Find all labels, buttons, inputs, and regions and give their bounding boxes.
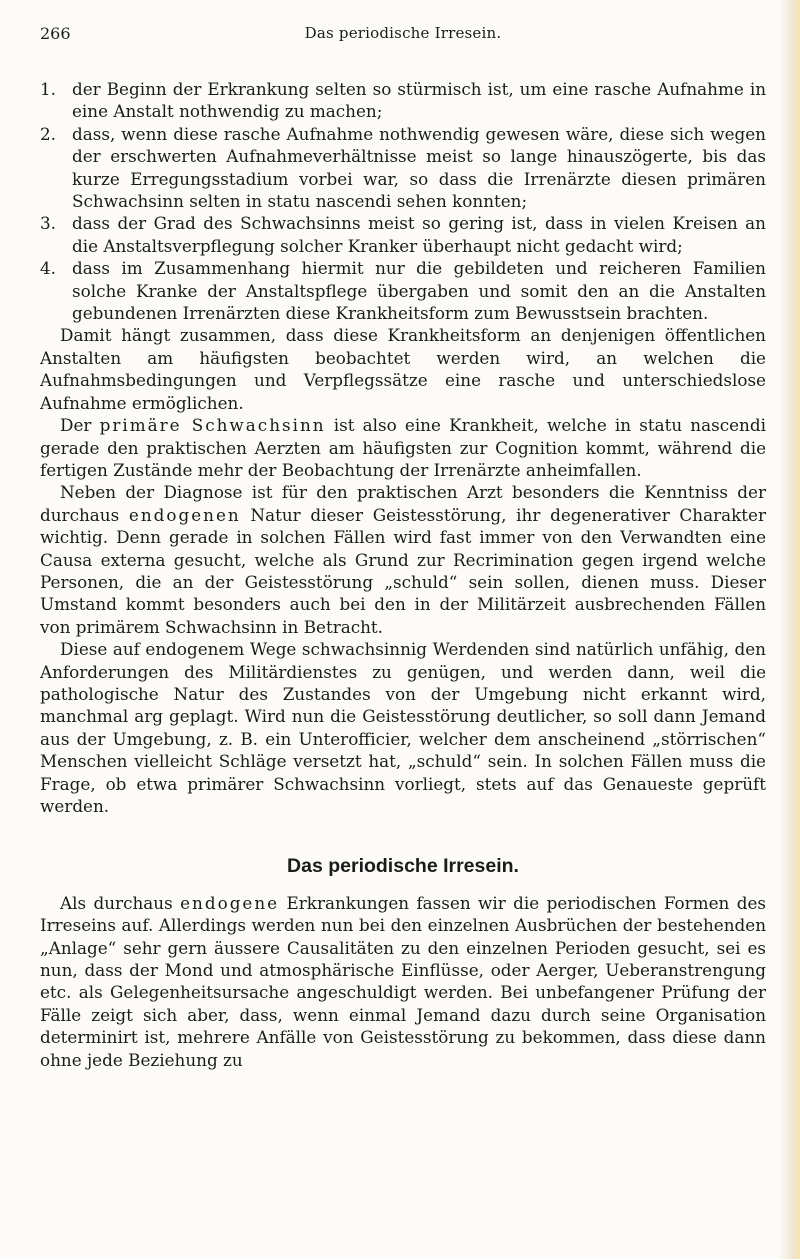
- page-edge: [780, 0, 800, 1259]
- paragraph-3-part-a: Neben der Diagnose ist für den praktischen Arzt besonders die Kenntniss der durchaus: [40, 482, 766, 525]
- section-paragraph-1-part-b: Erkrankungen fassen wir die periodischen Formen des Irreseins auf. Allerdings werden nun bei den einzelnen Ausbrüchen der bestehenden „Anlage“ sehr gern äussere Causalitäten zu den einzelnen Perioden gesucht, sei es nun, dass der Mond und atmosphärische Einflüsse, oder Aerger, Ueberanstrengung etc. als Gelegenheitsursache angeschuldigt werden. Bei unbefangener Prüfung der Fälle zeigt sich aber, dass, wenn einmal Jemand dazu durch seine Organisation determinirt ist, mehrere Anfälle von Geistesstörung zu bekommen, dass diese dann ohne jede Beziehung zu: [40, 892, 767, 1070]
- section-paragraph-1-spaced-term: endogene: [180, 892, 280, 913]
- paragraph-2: [40, 414, 766, 481]
- paragraph-2-spaced-term: primäre Schwachsinn: [99, 415, 326, 436]
- section-paragraph-1-part-a: Als durchaus: [60, 892, 173, 913]
- paragraph-2-rest: ist also eine Krankheit, welche in statu nascendi gerade den praktischen Aerzten am häufigsten zur Cognition kommt, während die fertigen Zustände mehr der Beobachtung der Irrenärzte anheimfallen.: [40, 415, 766, 480]
- section-heading: Das periodische Irresein.: [287, 855, 519, 878]
- list-item-text: dass, wenn diese rasche Aufnahme nothwendig gewesen wäre, diese sich wegen der erschwerten Aufnahmeverhältnisse meist so lange hinauszögerte, bis das kurze Erregungsstadium vorbei war, so dass die Irrenärzte diesen primären Schwachsinn selten in statu nascendi sehen konnten;: [72, 123, 766, 212]
- list-item: [40, 257, 766, 324]
- paragraph-4: Diese auf endogenem Wege schwachsinnig Werdenden sind natürlich unfähig, den Anforderungen des Militärdienstes zu genügen, und werden dann, weil die pathologische Natur des Zustandes von der Umgebung nicht erkannt wird, manchmal arg geplagt. Wird nun die Geistesstörung deutlicher, so soll dann Jemand aus der Umgebung, z. B. ein Unterofficier, welcher dem anscheinend „störrischen“ Menschen vielleicht Schläge versetzt hat, „schuld“ sein. In solchen Fällen muss die Frage, ob etwa primärer Schwachsinn vorliegt, stets auf das Genaueste geprüft werden.: [40, 639, 766, 816]
- numbered-list: [40, 78, 766, 324]
- list-item-number: 3.: [40, 213, 57, 234]
- list-item-number: 4.: [40, 258, 57, 279]
- paragraph-2-lead: Der: [60, 415, 92, 436]
- list-item: [40, 78, 766, 123]
- paragraph-3-part-b: Natur dieser Geistesstörung, ihr degenerativer Charakter wichtig. Denn gerade in solchen Fällen wird fast immer von den Verwandten eine Causa externa gesucht, welche als Grund zur Recrimination gegen irgend welche Personen, die an der Geistesstörung „schuld“ sein sollen, dienen muss. Dieser Umstand kommt besonders auch bei den in der Militärzeit ausbrechenden Fällen von primärem Schwachsinn in Betracht.: [40, 504, 766, 637]
- section-paragraph-1: [40, 892, 766, 1071]
- list-item-text: dass im Zusammenhang hiermit nur die gebildeten und reicheren Familien solche Kranke der Anstaltspflege übergaben und somit den an die Anstalten gebundenen Irrenärzten diese Krankheitsform zum Bewusstsein brachten.: [72, 258, 766, 324]
- paragraph-3-spaced-term: endogenen: [128, 504, 241, 525]
- list-item: [40, 123, 766, 213]
- page-header: [40, 14, 766, 48]
- list-item-number: 2.: [40, 123, 57, 144]
- running-head: Das periodische Irresein.: [304, 24, 502, 42]
- paragraph-1: Damit hängt zusammen, dass diese Krankheitsform an denjenigen öffentlichen Anstalten am häufigsten beobachtet werden wird, an welchen die Aufnahmsbedingungen und Verpflegssätze eine rasche und unterschiedslose Aufnahme ermöglichen.: [40, 325, 766, 413]
- book-page: [40, 14, 766, 1071]
- page-number: 266: [40, 24, 71, 43]
- body-text: [40, 78, 766, 1071]
- list-item-text: der Beginn der Erkrankung selten so stürmisch ist, um eine rasche Aufnahme in eine Anstalt nothwendig zu machen;: [72, 79, 766, 122]
- list-item-number: 1.: [40, 79, 57, 99]
- list-item: [40, 212, 766, 257]
- paragraph-3: [40, 481, 766, 638]
- list-item-text: dass der Grad des Schwachsinns meist so gering ist, dass in vielen Kreisen an die Anstaltsverpflegung solcher Kranker überhaupt nicht gedacht wird;: [72, 213, 766, 256]
